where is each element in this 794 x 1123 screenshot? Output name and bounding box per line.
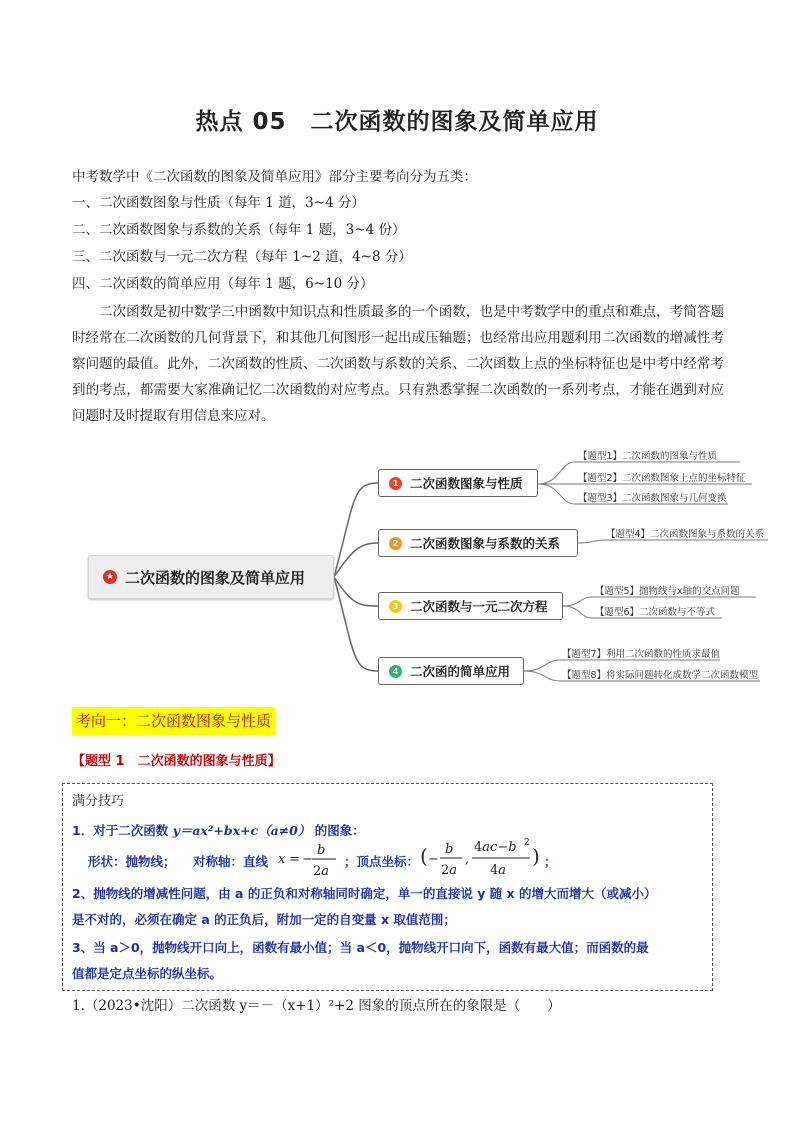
mindmap-branch-4 <box>378 657 524 685</box>
leaf-type-6: 【题型6】二次函数与不等式 <box>595 607 716 618</box>
svg-text:2a: 2a <box>313 864 330 879</box>
leaf-type-4: 【题型4】二次函数图象与系数的关系 <box>606 529 765 540</box>
branch-1-label: 二次函数图象与性质 <box>410 476 523 491</box>
connector-center-4 <box>334 577 378 671</box>
number-4-icon: 4 <box>389 665 402 678</box>
svg-text:2a: 2a <box>441 863 458 878</box>
mindmap-center <box>88 555 334 599</box>
mindmap-branch-1 <box>378 469 538 497</box>
leaf-type-3: 【题型3】二次函数图象与几何变换 <box>578 493 727 504</box>
question-1: 1.（2023•沈阳）二次函数 y＝－（x+1）²+2 图象的顶点所在的象限是（ ） <box>72 998 561 1014</box>
connector-b2-l1 <box>578 540 768 543</box>
number-1-icon: 1 <box>389 477 402 490</box>
type-heading: 【题型 1 二次函数的图象与性质】 <box>72 754 281 769</box>
vertex-formula <box>420 836 544 882</box>
intro-item-1: 一、二次函数图象与性质（每年 1 道，3~4 分） <box>72 195 365 211</box>
svg-text:4ac−b: 4ac−b <box>474 840 517 855</box>
tips-title: 满分技巧 <box>72 794 125 809</box>
tips-line-1-end: 的图象： <box>314 823 365 838</box>
tips-line-2-vertex: ；顶点坐标： <box>344 854 420 869</box>
connector-center-2 <box>334 543 378 577</box>
svg-text:2: 2 <box>524 838 530 848</box>
leaf-type-8: 【题型8】将实际问题转化成数学二次函数模型 <box>562 670 759 681</box>
mindmap-center-label: 二次函数的图象及简单应用 <box>125 568 306 587</box>
page-title: 热点 05 二次函数的图象及简单应用 <box>195 109 599 135</box>
tips-line-2-shape: 形状：抛物线； <box>88 854 176 869</box>
branch-3-label: 二次函数与一元二次方程 <box>410 599 548 614</box>
leaf-type-2: 【题型2】二次函数图象上点的坐标特征 <box>578 473 746 484</box>
mindmap-branch-3 <box>378 592 563 620</box>
tips-line-1-text: 1．对于二次函数 <box>72 823 169 838</box>
svg-text:b: b <box>445 842 454 857</box>
tips-line-2-axis: 对称轴：直线 <box>193 854 269 869</box>
tips-line-3: 2、抛物线的增减性问题，由 a 的正负和对称轴同时确定，单一的直接说 y 随 x 的增大而增大（或减小） <box>72 886 657 901</box>
svg-text:b: b <box>317 843 326 858</box>
tips-line-2-end: ； <box>544 854 557 869</box>
leaf-type-7: 【题型7】利用二次函数的性质求最值 <box>562 649 721 660</box>
intro-paragraph: 二次函数是初中数学三中函数中知识点和性质最多的一个函数，也是中考数学中的重点和难点，考简答题时经常在二次函数的几何背景下，和其他几何图形一起出成压轴题；也经常出应用题利用二次函数的增减性考察问题的最值。此外，二次函数的性质、二次函数与系数的关系、二次函数上点的坐标特征也是中考中经常考到的考点，都需要大家准确记忆二次函数的对应考点。只有熟悉掌握二次函数的一系列考点，才能在遇到对应问题时及时提取有用信息来应对。 <box>72 304 724 424</box>
svg-text:,: , <box>465 852 470 867</box>
intro-item-3: 三、二次函数与一元二次方程（每年 1~2 道，4~8 分） <box>72 249 412 265</box>
number-3-icon: 3 <box>389 600 402 613</box>
leaf-type-5: 【题型5】抛物线与x轴的交点问题 <box>595 586 740 597</box>
mindmap-branch-2 <box>378 529 578 557</box>
intro-item-4: 四、二次函数的简单应用（每年 1 题，6~10 分） <box>72 276 374 292</box>
intro-item-2: 二、二次函数图象与系数的关系（每年 1 题，3~4 份） <box>72 222 406 238</box>
svg-text:−: − <box>302 852 313 867</box>
branch-4-label: 二次函的简单应用 <box>410 664 511 679</box>
svg-text:−: − <box>428 852 439 867</box>
svg-text:): ) <box>532 844 540 868</box>
svg-text:x: x <box>278 852 286 867</box>
tips-line-1-formula: y＝ax²+bx+c（a≠0） <box>172 823 311 838</box>
tips-line-1 <box>72 821 365 839</box>
axis-formula <box>278 838 342 880</box>
svg-text:4a: 4a <box>490 863 507 878</box>
svg-text:(: ( <box>420 844 428 868</box>
tips-line-6: 值都是定点坐标的纵坐标。 <box>72 966 223 981</box>
tips-line-4: 是不对的，必须在确定 a 的正负后，附加一定的自变量 x 取值范围； <box>72 912 456 927</box>
star-icon: ★ <box>103 570 117 584</box>
connector-center-1 <box>334 483 378 577</box>
intro-lead: 中考数学中《二次函数的图象及简单应用》部分主要考向分为五类： <box>72 169 477 185</box>
number-2-icon: 2 <box>389 537 402 550</box>
svg-text:=: = <box>289 852 300 867</box>
tips-line-5: 3、当 a＞0，抛物线开口向上，函数有最小值；当 a＜0，抛物线开口向下，函数有最大值；而函数的最 <box>72 940 649 955</box>
section-heading: 考向一：二次函数图象与性质 <box>72 707 275 735</box>
branch-2-label: 二次函数图象与系数的关系 <box>410 536 561 551</box>
leaf-type-1: 【题型1】二次函数的图象与性质 <box>578 451 718 462</box>
